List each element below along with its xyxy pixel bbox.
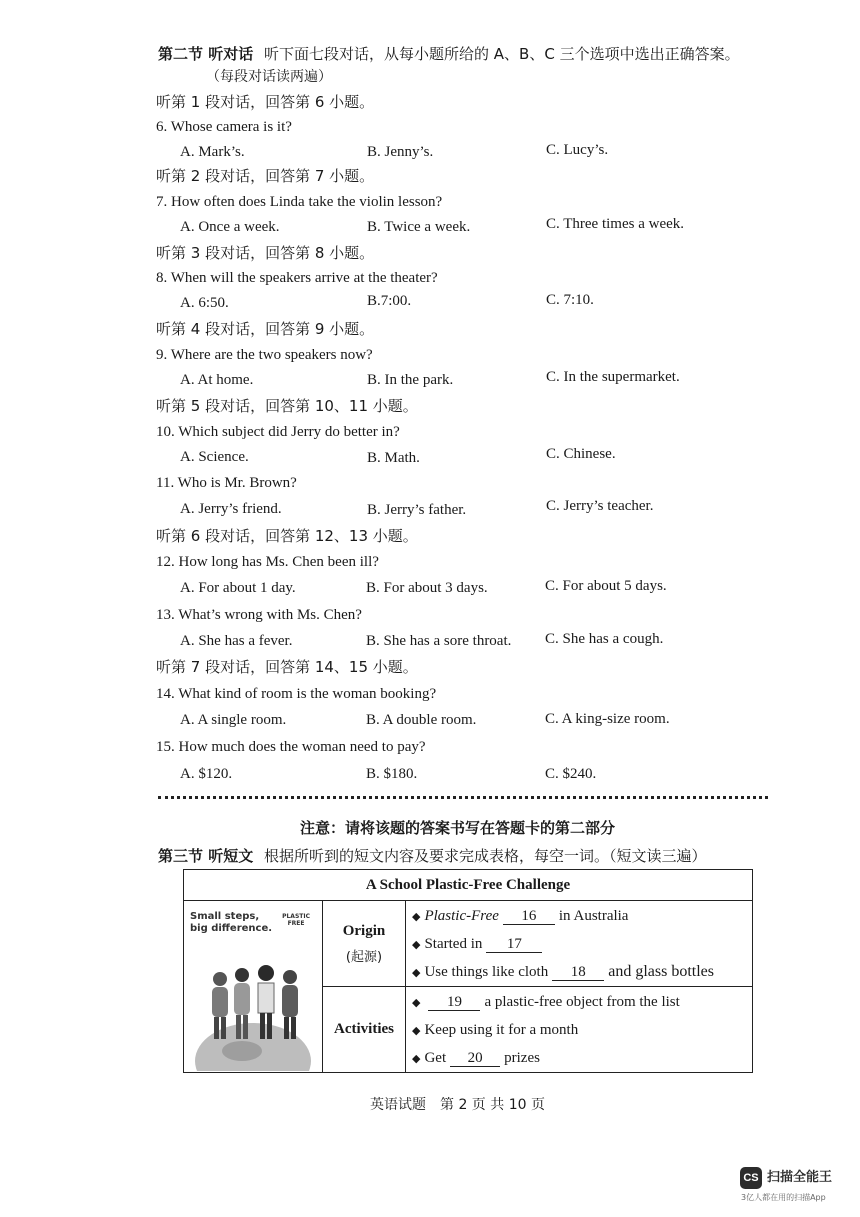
slogan-line-1: Small steps, [190, 911, 260, 922]
activity-row-3-post: prizes [504, 1049, 540, 1066]
q14-option-c: C. A king-size room. [545, 711, 670, 727]
q12-option-a: A. For about 1 day. [180, 580, 296, 596]
blank-19: 19 [428, 994, 480, 1011]
activity-row-3 [412, 1044, 752, 1072]
activity-row-1-post: a plastic-free object from the list [484, 993, 680, 1010]
origin-row-3 [412, 958, 752, 986]
activities-details [406, 987, 753, 1073]
blank-20: 20 [450, 1050, 500, 1067]
q8-option-c: C. 7:10. [546, 292, 594, 308]
question-12: 12. How long has Ms. Chen been ill? [156, 554, 379, 570]
q8-option-b: B.7:00. [367, 293, 412, 309]
illustration-cell [184, 901, 323, 1073]
origin-sublabel: (起源) [345, 949, 383, 965]
group-intro-1: 听第 1 段对话，回答第 6 小题。 [156, 93, 375, 111]
q12-option-b: B. For about 3 days. [366, 580, 488, 596]
q7-option-a: A. Once a week. [180, 219, 280, 235]
question-6: 6. Whose camera is it? [156, 119, 292, 135]
q14-option-a: A. A single room. [180, 712, 287, 728]
activities-label: Activities [334, 1021, 394, 1037]
origin-label: Origin [342, 922, 386, 939]
bullet-icon: ◆ [412, 910, 421, 923]
q10-option-b: B. Math. [367, 450, 420, 466]
q6-option-b: B. Jenny’s. [367, 144, 434, 160]
q11-option-a: A. Jerry’s friend. [180, 501, 282, 517]
origin-details [406, 901, 753, 987]
origin-row-1-post: in Australia [558, 907, 629, 924]
origin-row-1-pre: Plastic-Free [424, 907, 499, 924]
bullet-icon: ◆ [412, 1052, 421, 1065]
q13-option-b: B. She has a sore throat. [366, 633, 512, 649]
bullet-icon: ◆ [412, 1024, 421, 1037]
origin-label-cell [323, 901, 406, 987]
question-11: 11. Who is Mr. Brown? [156, 475, 297, 491]
activity-row-1 [412, 988, 752, 1016]
origin-row-3-post: and glass bottles [608, 962, 714, 980]
challenge-table [183, 869, 753, 1073]
q15-option-a: A. $120. [180, 766, 233, 782]
origin-row-2-pre: Started in [424, 935, 483, 952]
section2-header [158, 44, 740, 64]
activity-row-2 [412, 1016, 752, 1044]
question-15: 15. How much does the woman need to pay? [156, 739, 426, 755]
group-intro-7: 听第 7 段对话，回答第 14、15 小题。 [156, 658, 418, 676]
q12-option-c: C. For about 5 days. [545, 578, 667, 594]
bullet-icon: ◆ [412, 938, 421, 951]
question-7: 7. How often does Linda take the violin lesson? [156, 194, 443, 210]
page-footer: 英语试题 第 2 页 共 10 页 [370, 1097, 545, 1113]
q8-option-a: A. 6:50. [180, 295, 229, 311]
q6-option-a: A. Mark’s. [180, 144, 245, 160]
app-tagline: 3亿人都在用的扫描App [741, 1193, 826, 1202]
q15-option-c: C. $240. [545, 766, 597, 782]
blank-16: 16 [503, 908, 555, 925]
q9-option-a: A. At home. [180, 372, 254, 388]
activities-label-cell [323, 987, 406, 1073]
bullet-icon: ◆ [412, 996, 421, 1009]
plastic-free-illustration [184, 901, 322, 1071]
bullet-icon: ◆ [412, 966, 421, 979]
q11-option-b: B. Jerry’s father. [367, 502, 467, 518]
slogan-line-2: big difference. [190, 923, 273, 934]
group-intro-5: 听第 5 段对话，回答第 10、11 小题。 [156, 397, 418, 415]
group-intro-2: 听第 2 段对话，回答第 7 小题。 [156, 167, 375, 185]
q10-option-c: C. Chinese. [546, 446, 616, 462]
app-name: 扫描全能王 [767, 1170, 833, 1185]
q13-option-c: C. She has a cough. [545, 631, 664, 647]
cs-app-logo-icon: CS [740, 1167, 762, 1189]
q15-option-b: B. $180. [366, 766, 418, 782]
answer-notice: 注意：请将该题的答案书写在答题卡的第二部分 [300, 819, 616, 837]
q10-option-a: A. Science. [180, 449, 249, 465]
origin-row-1 [412, 902, 752, 930]
section3-heading: 第三节 听短文 [158, 847, 254, 865]
q6-option-c: C. Lucy’s. [546, 142, 609, 158]
section3-instruction: 根据所听到的短文内容及要求完成表格，每空一词。（短文读三遍） [264, 847, 707, 865]
badge-line-1: PLASTIC [282, 913, 310, 920]
origin-row-2 [412, 930, 752, 958]
activity-row-3-pre: Get [424, 1049, 447, 1066]
q9-option-c: C. In the supermarket. [546, 369, 680, 385]
q9-option-b: B. In the park. [367, 372, 454, 388]
question-10: 10. Which subject did Jerry do better in? [156, 424, 400, 440]
origin-row-3-pre: Use things like cloth [424, 963, 549, 980]
section2-instruction: 听下面七段对话，从每小题所给的 A、B、C 三个选项中选出正确答案。 [264, 45, 740, 63]
section2-note: （每段对话读两遍） [206, 69, 332, 85]
q7-option-c: C. Three times a week. [546, 216, 685, 232]
section3-header [158, 846, 707, 866]
question-13: 13. What’s wrong with Ms. Chen? [156, 607, 362, 623]
activity-row-2-pre: Keep using it for a month [424, 1021, 579, 1038]
people-on-globe-icon [184, 901, 322, 1071]
question-14: 14. What kind of room is the woman booking? [156, 686, 437, 702]
badge-line-2: FREE [287, 920, 305, 927]
question-8: 8. When will the speakers arrive at the theater? [156, 270, 438, 286]
question-9: 9. Where are the two speakers now? [156, 347, 373, 363]
q11-option-c: C. Jerry’s teacher. [546, 498, 654, 514]
group-intro-4: 听第 4 段对话，回答第 9 小题。 [156, 320, 375, 338]
table-title: A School Plastic-Free Challenge [184, 870, 753, 901]
q7-option-b: B. Twice a week. [367, 219, 471, 235]
group-intro-6: 听第 6 段对话，回答第 12、13 小题。 [156, 527, 418, 545]
group-intro-3: 听第 3 段对话，回答第 8 小题。 [156, 244, 375, 262]
q14-option-b: B. A double room. [366, 712, 477, 728]
blank-17: 17 [486, 936, 542, 953]
q13-option-a: A. She has a fever. [180, 633, 293, 649]
section2-heading: 第二节 听对话 [158, 45, 254, 63]
dotted-separator [158, 796, 768, 799]
blank-18: 18 [552, 964, 604, 981]
